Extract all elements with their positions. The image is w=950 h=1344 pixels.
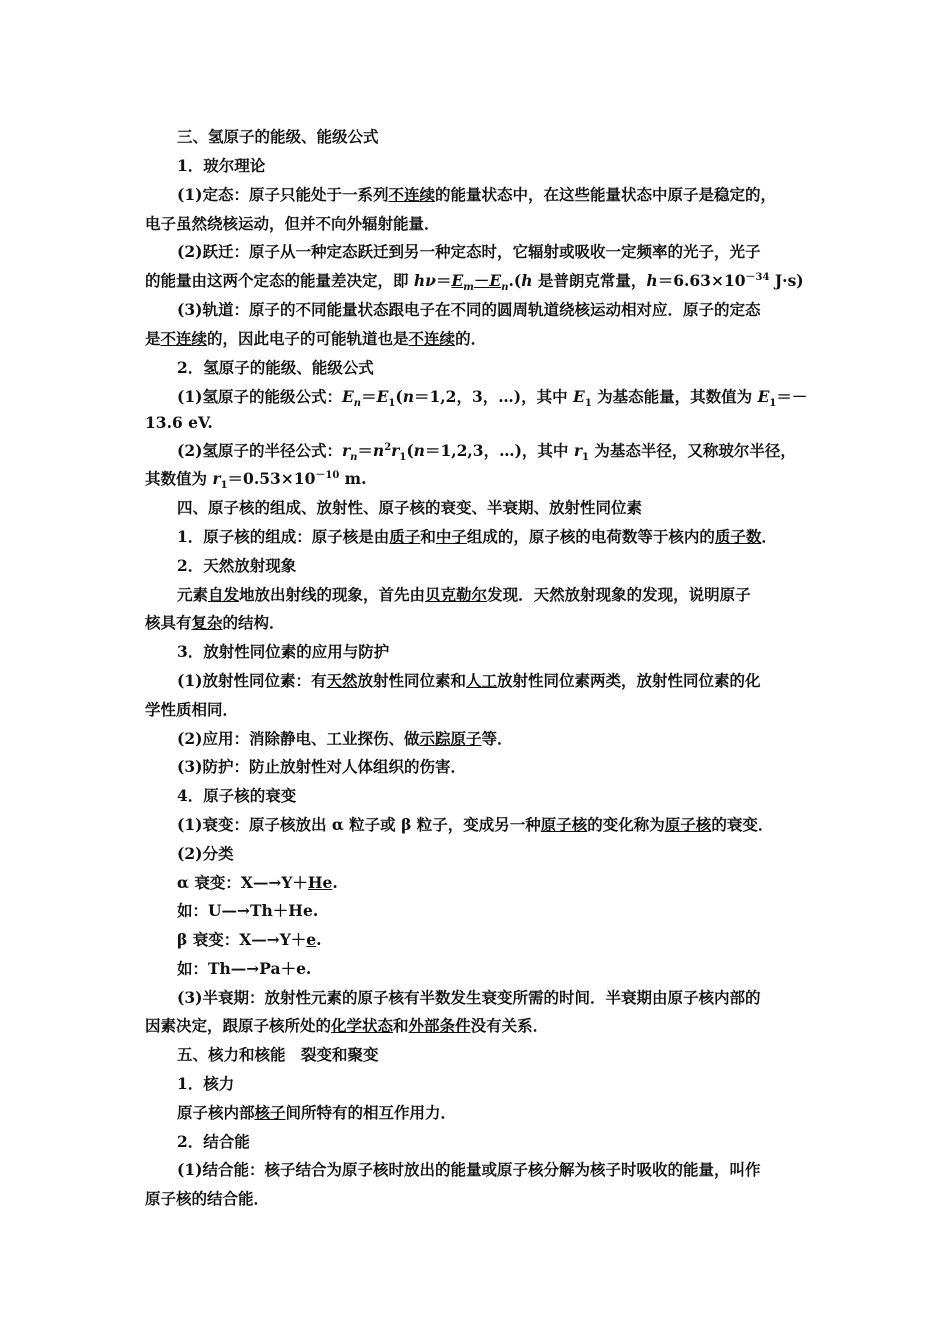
paragraph-natural-radioactivity: 元素自发地放出射线的现象，首先由贝克勒尔发现．天然放射现象的发现，说明原子 [177, 585, 751, 604]
paragraph-nuclear-force: 原子核内部核子间所特有的相互作用力． [177, 1103, 457, 1122]
paragraph-orbit-cont: 是不连续的，因此电子的可能轨道也是不连续的． [145, 329, 487, 348]
section-heading-nuclear-force: 五、核力和核能 裂变和聚变 [177, 1045, 379, 1064]
equation-beta-decay: β 衰变：X—→Y＋e. [177, 930, 322, 949]
section-heading-nucleus: 四、原子核的组成、放射性、原子核的衰变、半衰期、放射性同位素 [177, 498, 643, 517]
paragraph-classification: (2)分类 [177, 844, 234, 863]
subheading-bohr-theory: 1．玻尔理论 [177, 156, 266, 175]
subheading-isotopes: 3．放射性同位素的应用与防护 [177, 642, 390, 661]
subheading-decay: 4．原子核的衰变 [177, 786, 297, 805]
paragraph-level-formula-cont: 13.6 eV. [145, 413, 213, 432]
paragraph-half-life: (3)半衰期：放射性元素的原子核有半数发生衰变所需的时间．半衰期由原子核内部的 [177, 988, 761, 1007]
paragraph-protection: (3)防护：防止放射性对人体组织的伤害． [177, 757, 466, 776]
paragraph-nucleus-composition: 1．原子核的组成：原子核是由质子和中子组成的，原子核的电荷数等于核内的质子数． [177, 527, 777, 546]
paragraph-applications: (2)应用：消除静电、工业探伤、做示踪原子等． [177, 729, 513, 748]
paragraph-binding-energy-cont: 原子核的结合能． [145, 1189, 270, 1208]
section-heading-hydrogen-levels: 三、氢原子的能级、能级公式 [177, 127, 379, 146]
paragraph-isotopes-cont: 学性质相同． [145, 700, 239, 719]
paragraph-stationary-state: (1)定态：原子只能处于一系列不连续的能量状态中，在这些能量状态中原子是稳定的， [177, 185, 776, 204]
paragraph-half-life-cont: 因素决定，跟原子核所处的化学状态和外部条件没有关系． [145, 1016, 549, 1035]
paragraph-decay: (1)衰变：原子核放出 α 粒子或 β 粒子，变成另一种原子核的变化称为原子核的衰变． [177, 815, 774, 834]
paragraph-orbit: (3)轨道：原子的不同能量状态跟电子在不同的圆周轨道绕核运动相对应．原子的定态 [177, 300, 761, 319]
paragraph-binding-energy: (1)结合能：核子结合为原子核时放出的能量或原子核分解为核子时吸收的能量，叫作 [177, 1160, 761, 1179]
paragraph-natural-radioactivity-cont: 核具有复杂的结构． [145, 613, 285, 632]
paragraph-level-formula: (1)氢原子的能级公式：$E_n=E_1(n=1,2$，3，…)，其中 $E_1$ 为基态能量，其数值为 $E_1=-$ [177, 387, 808, 410]
equation-alpha-decay: α 衰变：X—→Y＋He. [177, 873, 338, 892]
subheading-nuclear-force: 1．核力 [177, 1074, 235, 1093]
paragraph-transition: (2)跃迁：原子从一种定态跃迁到另一种定态时，它辐射或吸收一定频率的光子，光子 [177, 242, 761, 261]
subheading-energy-level-formula: 2．氢原子的能级、能级公式 [177, 358, 374, 377]
equation-alpha-example: 如：U—→Th＋He. [177, 901, 319, 920]
subheading-binding-energy: 2．结合能 [177, 1132, 250, 1151]
paragraph-transition-formula: 的能量由这两个定态的能量差决定，即 $h\nu=E_m-E_n.(h$ 是普朗克常量，$h=6.63\times 10^{-34}$ J·s) [145, 271, 804, 294]
paragraph-radius-formula: (2)氢原子的半径公式：$r_n=n^2r_1(n=1,2,3$，…)，其中 $r_1$ 为基态半径，又称玻尔半径， [177, 441, 796, 464]
paragraph-radius-formula-cont: 其数值为 $r_1=0.53\times 10^{-10}$ m. [145, 469, 367, 492]
paragraph-isotopes: (1)放射性同位素：有天然放射性同位素和人工放射性同位素两类，放射性同位素的化 [177, 671, 761, 690]
paragraph-stationary-state-cont: 电子虽然绕核运动，但并不向外辐射能量． [145, 214, 440, 233]
subheading-natural-radioactivity: 2．天然放射现象 [177, 556, 297, 575]
equation-beta-example: 如：Th—→Pa＋e. [177, 959, 312, 978]
